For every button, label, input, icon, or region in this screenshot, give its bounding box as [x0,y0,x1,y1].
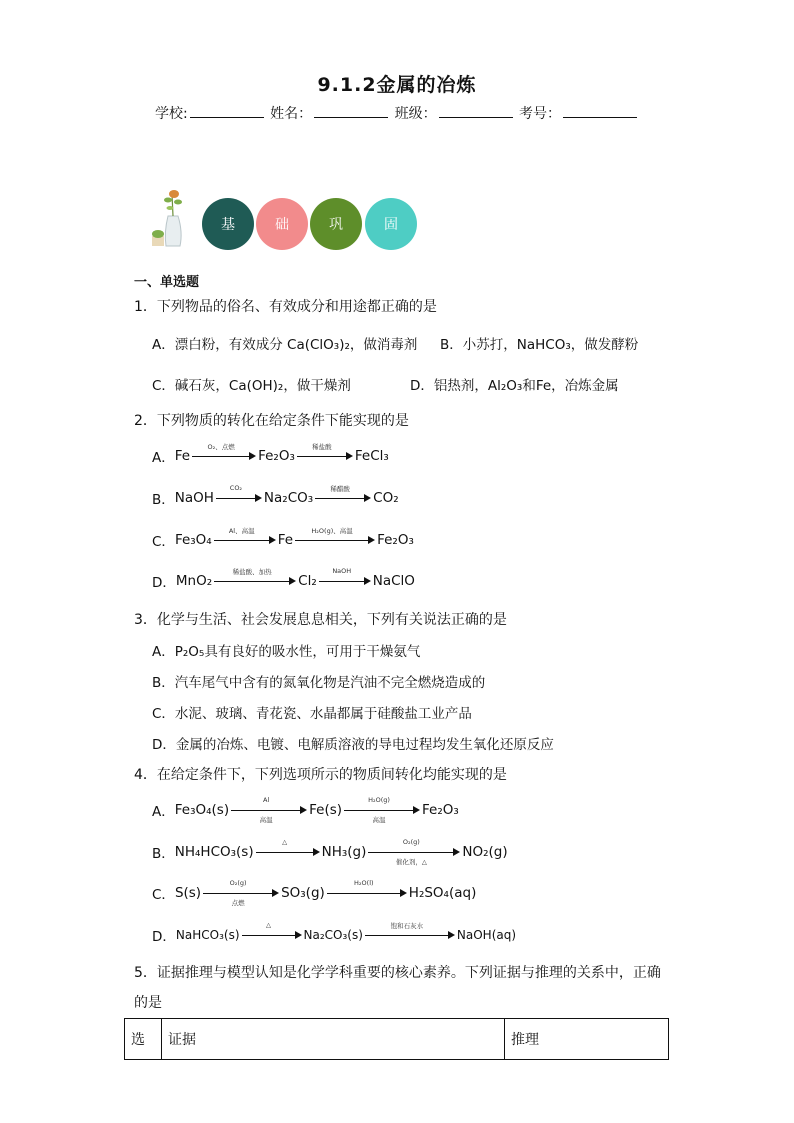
q3-stem: 3．化学与生活、社会发展息息相关，下列有关说法正确的是 [134,612,507,628]
banner-char-1: 基 [221,217,235,233]
banner-char-3: 巩 [329,217,343,233]
arrow-condition: CO₂ [229,484,243,492]
reaction-arrow [297,443,353,461]
table-header-option: 选 [125,1019,162,1060]
reaction-arrow [192,443,256,461]
reaction-arrow [231,796,307,824]
species: CO₂ [373,490,399,506]
species: Na₂CO₃ [263,490,314,506]
arrow-condition: H₂O(g)、高温 [311,527,353,535]
q3-option-d[interactable]: D．金属的冶炼、电镀、电解质溶液的导电过程均发生氧化还原反应 [152,737,554,753]
q2-option-d[interactable] [152,567,415,591]
arrow-condition: △ [282,838,288,846]
student-info-line [0,103,794,123]
species: NH₃(g) [321,844,367,860]
reaction-arrow [315,485,371,503]
q1-option-c[interactable]: C．碱石灰，Ca(OH)₂，做干燥剂 [152,378,351,394]
field-class-blank[interactable] [439,105,513,118]
option-label: B． [152,846,175,862]
arrow-condition: O₂(g) [229,879,247,887]
arrow-condition-below: 高温 [259,816,273,824]
species: FeCl₃ [354,448,389,464]
option-label: C． [152,887,175,903]
arrow-condition-below: 催化剂，△ [395,858,427,866]
q2-stem: 2．下列物质的转化在给定条件下能实现的是 [134,413,409,429]
option-label: D． [152,575,176,591]
reaction-arrow [256,838,320,857]
reaction-arrow [319,567,371,586]
q1-option-a[interactable]: A．漂白粉，有效成分 Ca(ClO₃)₂，做消毒剂 [152,337,418,353]
field-school-blank[interactable] [190,105,264,118]
field-name-blank[interactable] [314,105,388,118]
option-label: D． [152,929,176,945]
species: Fe [174,448,191,464]
banner-circle-3 [310,198,362,250]
arrow-condition: H₂O(l) [354,879,374,887]
reaction-arrow [214,568,296,586]
table-header-inference: 推理 [505,1019,669,1060]
q4-option-c[interactable] [152,879,477,907]
q1-option-d[interactable]: D．铝热剂，Al₂O₃和Fe，冶炼金属 [410,378,619,394]
species: Fe₂O₃ [422,802,459,818]
species: S(s) [174,885,202,901]
species: Fe₂O₃ [258,448,295,464]
species: NH₄HCO₃(s) [174,844,254,860]
reaction-arrow [214,527,276,545]
arrow-condition: O₂(g) [402,838,420,846]
arrow-condition: △ [266,921,272,929]
section-heading: 一、单选题 [134,275,200,290]
field-school-label: 学校: [154,106,188,122]
q5-stem-line-1: 5．证据推理与模型认知是化学学科重要的核心素养。下列证据与推理的关系中，正确 [134,965,661,981]
banner-char-4: 固 [384,217,398,233]
species: NaOH [174,490,214,506]
page-title: 9.1.2金属的冶炼 [317,74,477,96]
species: Fe₃O₄(s) [174,802,230,818]
species: Fe₃O₄ [174,532,212,548]
field-id-label: 考号： [519,106,562,122]
q2-option-b[interactable] [152,484,399,508]
q4-stem: 4．在给定条件下，下列选项所示的物质间转化均能实现的是 [134,767,507,783]
q3-option-c[interactable]: C．水泥、玻璃、青花瓷、水晶都属于硅酸盐工业产品 [152,706,472,722]
species: NaHCO₃(s) [175,928,240,942]
arrow-condition: 稀醋酸 [330,485,350,493]
q1-stem: 1．下列物品的俗名、有效成分和用途都正确的是 [134,299,437,315]
q5-stem-line-2: 的是 [134,995,162,1011]
q3-option-b[interactable]: B．汽车尾气中含有的氮氧化物是汽油不完全燃烧造成的 [152,675,486,691]
arrow-condition: Al [262,796,270,804]
q4-option-d[interactable] [152,921,517,945]
evidence-table [124,1018,669,1060]
arrow-condition: O₂、点燃 [207,443,235,451]
option-label: B． [152,492,175,508]
species: Fe [277,532,294,548]
reaction-arrow [368,838,460,866]
q2-option-a[interactable] [152,443,389,466]
species: NaClO [372,573,415,589]
q4-option-a[interactable] [152,796,459,824]
species: H₂SO₄(aq) [408,885,477,901]
q2-option-c[interactable] [152,527,414,550]
reaction-arrow [344,796,420,824]
reaction-arrow [327,879,407,898]
banner-char-2: 础 [275,217,289,233]
option-label: A． [152,450,175,466]
species: Fe(s) [309,802,343,818]
table-header-row [125,1019,669,1060]
banner-circle-2 [256,198,308,250]
q1-option-b[interactable]: B．小苏打，NaHCO₃，做发酵粉 [440,337,639,353]
species: Cl₂ [298,573,317,589]
species: Na₂CO₃(s) [303,928,363,942]
q4-option-b[interactable] [152,838,508,866]
reaction-arrow [295,527,375,545]
option-label: A． [152,804,175,820]
plant-vase-icon [150,186,200,250]
reaction-arrow [365,922,455,940]
arrow-condition-below: 高温 [372,816,386,824]
arrow-condition: 饱和石灰水 [390,922,424,930]
reaction-arrow [242,921,302,940]
species: NaOH(aq) [456,928,517,942]
reaction-arrow [216,484,262,503]
field-id-blank[interactable] [563,105,637,118]
arrow-condition: H₂O(g) [368,796,390,804]
arrow-condition: 稀盐酸、加热 [232,568,272,576]
arrow-condition-below: 点燃 [231,899,245,907]
field-class-label: 班级： [394,106,437,122]
arrow-condition: 稀盐酸 [312,443,332,451]
species: MnO₂ [175,573,213,589]
field-name-label: 姓名： [270,106,313,122]
q3-option-a[interactable]: A．P₂O₅具有良好的吸水性，可用于干燥氨气 [152,644,421,660]
banner-circle-1 [202,198,254,250]
banner-circle-4 [365,198,417,250]
species: NO₂(g) [462,844,508,860]
arrow-condition: NaOH [332,567,352,575]
table-header-evidence: 证据 [162,1019,505,1060]
reaction-arrow [203,879,279,907]
arrow-condition: Al、高温 [228,527,255,535]
species: SO₃(g) [281,885,325,901]
option-label: C． [152,534,175,550]
species: Fe₂O₃ [377,532,414,548]
